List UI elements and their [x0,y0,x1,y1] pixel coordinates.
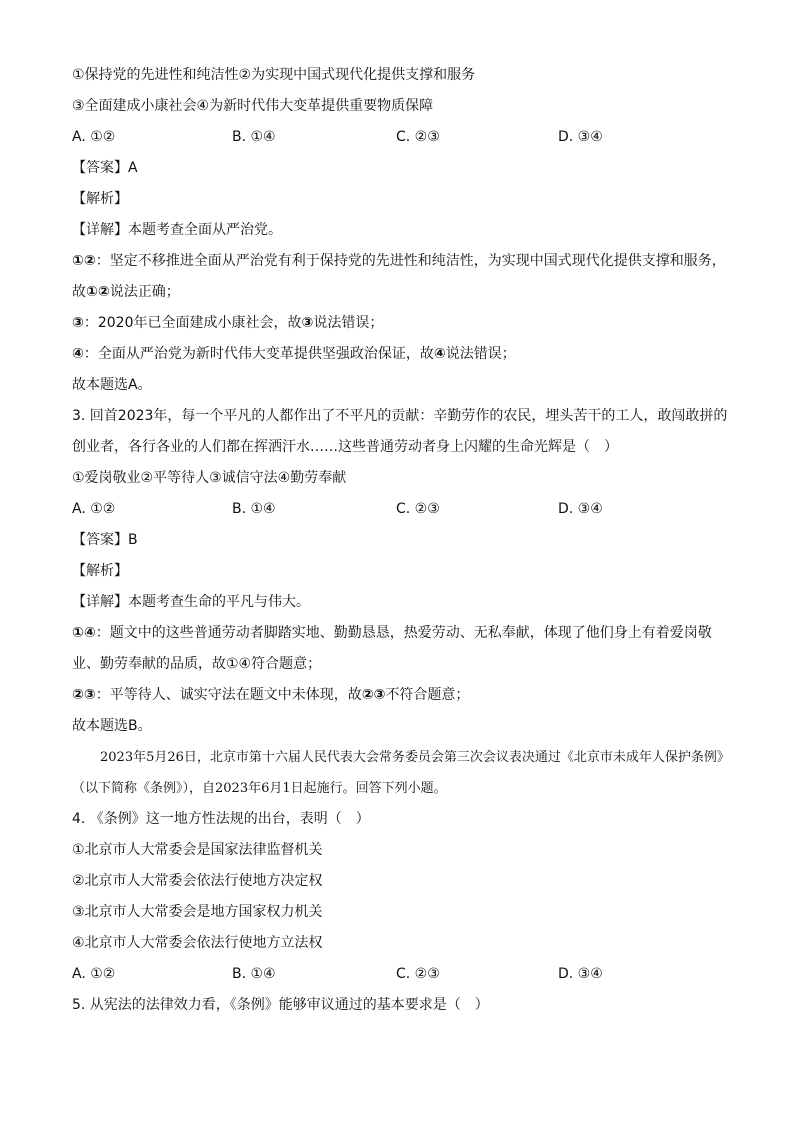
q3-analysis-label: 【解析】 [72,563,128,579]
q2-exp1-mark: ①② [72,253,96,269]
q4-stem: 4. 《条例》这一地方性法规的出台，表明（ ） [72,811,370,827]
q2-analysis-label: 【解析】 [72,191,128,207]
q4-option-1: ①北京市人大常委会是国家法律监督机关 [72,842,323,858]
q2-explanation-3 [72,339,732,370]
q2-choice-b: B. ①④ [232,129,276,145]
q2-explanation-1 [72,246,732,308]
q2-choice-a: A. ①② [72,129,116,145]
q2-exp3-end: 说法错误； [445,346,516,362]
q3-answer: 【答案】B [72,532,138,548]
q4-option-2: ②北京市人大常委会依法行使地方决定权 [72,873,323,889]
q2-exp2-mark2: ③ [301,315,314,331]
q2-conclusion: 故本题选A。 [72,377,152,393]
q3-choice-b: B. ①④ [232,501,276,517]
q3-stem: 3. 回首2023年，每一个平凡的人都作出了不平凡的贡献：辛勤劳作的农民，埋头苦干的工人，敢闯敢拼的创业者，各行各业的人们都在挥洒汗水……这些普通劳动者身上闪耀的生命光辉是（ ） [72,408,728,455]
q3-choices [72,494,732,525]
q4-choice-b: B. ①④ [232,966,276,982]
q2-detail: 【详解】本题考查全面从严治党。 [72,222,282,238]
q2-exp3-mark: ④ [72,346,84,362]
q4-choice-a: A. ①② [72,966,116,982]
q3-exp2-mark: ②③ [72,687,96,703]
q3-exp1-text: ：题文中的这些普通劳动者脚踏实地、勤勤恳恳，热爱劳动、无私奉献，体现了他们身上有着爱岗敬业、勤劳奉献的品质，故①④符合题意； [72,625,712,672]
q3-exp2-text: ：平等待人、诚实守法在题文中未体现，故 [95,687,362,703]
material-paragraph: 2023年5月26日，北京市第十六届人民代表大会常务委员会第三次会议表决通过《北京市未成年人保护条例》（以下简称《条例》），自2023年6月1日起施行。回答下列小题。 [72,750,730,796]
q3-exp2-end: 不符合题意； [385,687,470,703]
q2-choices [72,122,732,153]
q2-exp3-text: ：全面从严治党为新时代伟大变革提供坚强政治保证，故 [83,346,434,362]
q2-options-line-1: ①保持党的先进性和纯洁性②为实现中国式现代化提供支撑和服务 [72,67,476,83]
q3-detail: 【详解】本题考查生命的平凡与伟大。 [72,594,310,610]
q4-option-3: ③北京市人大常委会是地方国家权力机关 [72,904,323,920]
q2-choice-c: C. ②③ [396,129,440,145]
q3-conclusion: 故本题选B。 [72,718,152,734]
q4-choices [72,959,732,990]
q2-answer: 【答案】A [72,160,138,176]
q5-stem: 5. 从宪法的法律效力看，《条例》能够审议通过的基本要求是（ ） [72,997,489,1013]
q3-exp1-mark: ①④ [72,625,96,641]
q3-choice-c: C. ②③ [396,501,440,517]
q2-exp2-end: 说法错误； [313,315,384,331]
q2-exp1-text: ：坚定不移推进全面从严治党有利于保持党的先进性和纯洁性，为实现中国式现代化提供支撑和服务，故 [72,253,726,300]
q4-option-4: ④北京市人大常委会依法行使地方立法权 [72,935,323,951]
q3-exp2-mark2: ②③ [361,687,386,703]
q2-exp1-end: 说法正确； [109,284,180,300]
q4-choice-c: C. ②③ [396,966,440,982]
q4-choice-d: D. ③④ [558,966,603,982]
q2-exp1-mark2: ①② [86,284,110,300]
q3-options-line: ①爱岗敬业②平等待人③诚信守法④勤劳奉献 [72,470,347,486]
q2-choice-d: D. ③④ [558,129,603,145]
q3-choice-d: D. ③④ [558,501,603,517]
q2-exp2-mark: ③ [72,315,84,331]
q3-explanation-1 [72,618,732,680]
q2-explanation-2 [72,308,732,339]
q3-explanation-2 [72,680,732,711]
q2-options-line-2: ③全面建成小康社会④为新时代伟大变革提供重要物质保障 [72,98,434,114]
q2-exp2-text: ：2020年已全面建成小康社会，故 [83,315,302,331]
q2-exp3-mark2: ④ [433,346,446,362]
q3-choice-a: A. ①② [72,501,116,517]
document-page [72,60,732,1021]
